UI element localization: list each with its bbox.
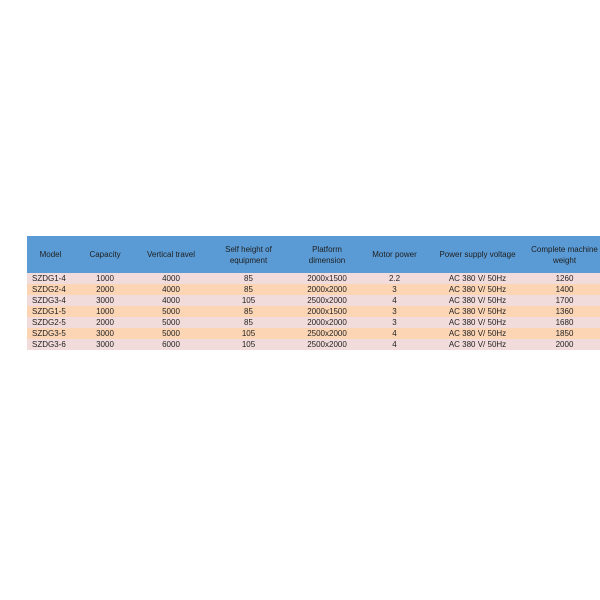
header-vertical-travel: Vertical travel [146,250,196,259]
cell-self-height: 85 [244,285,253,294]
cell-vertical-travel: 5000 [162,329,180,338]
cell-capacity: 3000 [96,329,114,338]
cell-capacity: 1000 [96,274,114,283]
cell-self-height: 85 [244,274,253,283]
cell-power-supply-voltage: AC 380 V/ 50Hz [448,329,507,338]
cell-capacity: 2000 [96,285,114,294]
table-row [27,284,600,295]
table-row [27,339,600,350]
header-machine-weight: Complete machine weight [531,244,598,265]
header-self-height: Self height of equipment [225,244,272,265]
table-row [27,328,600,339]
table-body [27,273,600,350]
cell-self-height: 105 [241,296,256,305]
cell-model: SZDG3-6 [32,340,66,349]
cell-model: SZDG3-4 [32,296,66,305]
cell-platform-dimension: 2500x2000 [307,296,347,305]
cell-model: SZDG1-5 [32,307,66,316]
table-row [27,273,600,284]
header-power-supply-voltage: Power supply voltage [439,250,516,259]
cell-power-supply-voltage: AC 380 V/ 50Hz [448,285,507,294]
cell-motor-power: 2.2 [388,274,401,283]
cell-machine-weight: 2000 [555,340,574,349]
cell-self-height: 105 [241,329,256,338]
table-row [27,295,600,306]
cell-motor-power: 3 [392,307,397,316]
header-platform-dimension: Platform dimension [308,244,346,265]
cell-motor-power: 4 [392,296,397,305]
cell-machine-weight: 1680 [555,318,574,327]
header-model: Model [39,250,62,259]
cell-capacity: 3000 [96,340,114,349]
cell-capacity: 3000 [96,296,114,305]
cell-capacity: 2000 [96,318,114,327]
cell-machine-weight: 1850 [555,329,574,338]
cell-power-supply-voltage: AC 380 V/ 50Hz [448,274,507,283]
cell-machine-weight: 1360 [555,307,574,316]
cell-model: SZDG1-4 [32,274,66,283]
cell-power-supply-voltage: AC 380 V/ 50Hz [448,307,507,316]
cell-power-supply-voltage: AC 380 V/ 50Hz [448,318,507,327]
cell-platform-dimension: 2000x1500 [307,307,347,316]
cell-self-height: 105 [241,340,256,349]
cell-machine-weight: 1400 [555,285,574,294]
cell-machine-weight: 1260 [555,274,574,283]
cell-platform-dimension: 2000x2000 [307,318,347,327]
cell-machine-weight: 1700 [555,296,574,305]
cell-platform-dimension: 2000x1500 [307,274,347,283]
cell-motor-power: 3 [392,285,397,294]
cell-vertical-travel: 4000 [162,285,180,294]
header-motor-power: Motor power [372,250,417,259]
cell-capacity: 1000 [96,307,114,316]
cell-self-height: 85 [244,307,253,316]
cell-model: SZDG2-5 [32,318,66,327]
cell-vertical-travel: 5000 [162,307,180,316]
cell-motor-power: 3 [392,318,397,327]
cell-self-height: 85 [244,318,253,327]
header-capacity: Capacity [89,250,121,259]
cell-model: SZDG3-5 [32,329,66,338]
cell-power-supply-voltage: AC 380 V/ 50Hz [448,340,507,349]
cell-motor-power: 4 [392,340,397,349]
cell-vertical-travel: 5000 [162,318,180,327]
specification-table [27,236,600,350]
cell-power-supply-voltage: AC 380 V/ 50Hz [448,296,507,305]
cell-vertical-travel: 4000 [162,274,180,283]
cell-vertical-travel: 6000 [162,340,180,349]
cell-platform-dimension: 2000x2000 [307,285,347,294]
cell-vertical-travel: 4000 [162,296,180,305]
table-row [27,306,600,317]
cell-model: SZDG2-4 [32,285,66,294]
table-row [27,317,600,328]
cell-motor-power: 4 [392,329,397,338]
cell-platform-dimension: 2500x2000 [307,329,347,338]
cell-platform-dimension: 2500x2000 [307,340,347,349]
table-header-row [27,236,600,273]
